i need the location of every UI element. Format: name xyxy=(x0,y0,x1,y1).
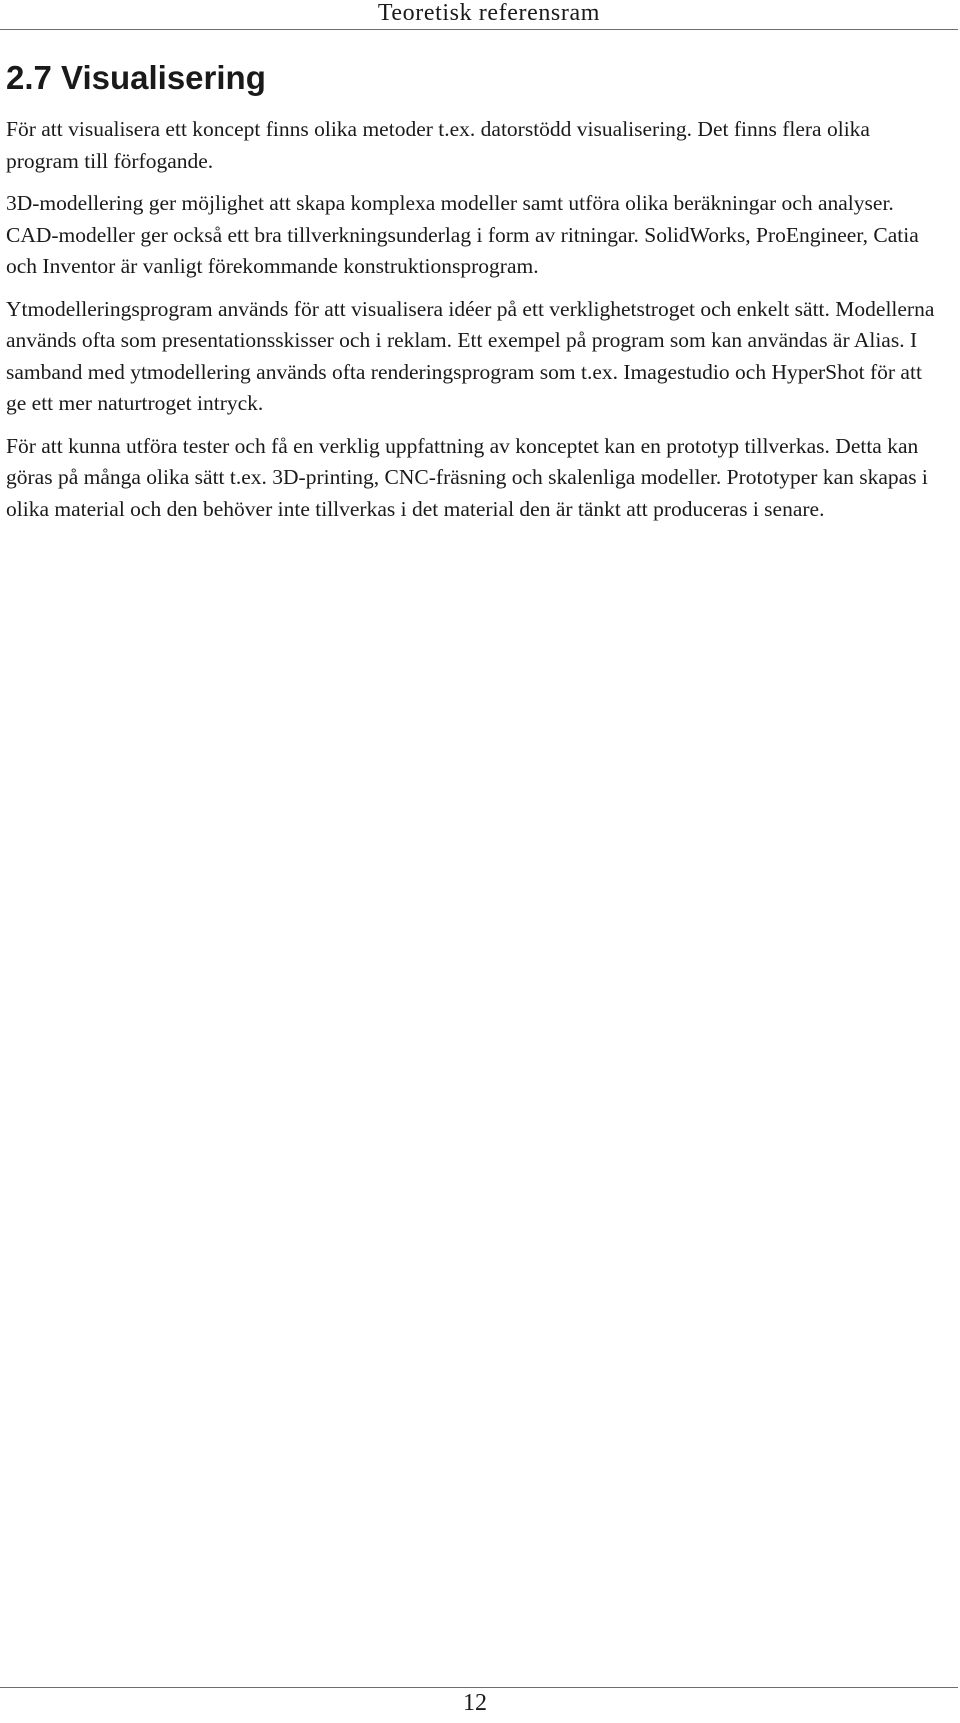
section-title: 2.7 Visualisering xyxy=(6,59,266,96)
paragraph-surface-modelling: Ytmodelleringsprogram används för att visualisera idéer på ett verklighetstroget och enkelt sätt. Modellerna används ofta som presentationsskisser och i reklam. Ett exempel på program som kan användas är Alias. I samband med ytmodellering används ofta renderingsprogram som t.ex. Imagestudio och HyperShot för att ge ett mer naturtroget intryck. xyxy=(6,296,935,415)
page-number: 12 xyxy=(463,1690,487,1716)
paragraph-3d-modelling: 3D-modellering ger möjlighet att skapa komplexa modeller samt utföra olika beräkningar och analyser. CAD-modeller ger också ett bra tillverkningsunderlag i form av ritningar. SolidWorks, ProEngineer, Catia och Inventor är vanligt förekommande konstruktionsprogram. xyxy=(6,191,919,278)
running-head: Teoretisk referensram xyxy=(377,0,600,26)
body-text xyxy=(6,114,936,536)
paragraph-prototyping: För att kunna utföra tester och få en verklig uppfattning av konceptet kan en prototyp tillverkas. Detta kan göras på många olika sätt t.ex. 3D-printing, CNC-fräsning och skalenliga modeller. Prototyper kan skapas i olika material och den behöver inte tillverkas i det material den är tänkt att produceras i senare. xyxy=(6,433,928,521)
paragraph-visualization-methods: För att visualisera ett koncept finns olika metoder t.ex. datorstödd visualisering. Det finns flera olika program till förfogande. xyxy=(6,117,870,173)
page-header xyxy=(0,0,958,30)
footer-divider xyxy=(0,1687,958,1688)
